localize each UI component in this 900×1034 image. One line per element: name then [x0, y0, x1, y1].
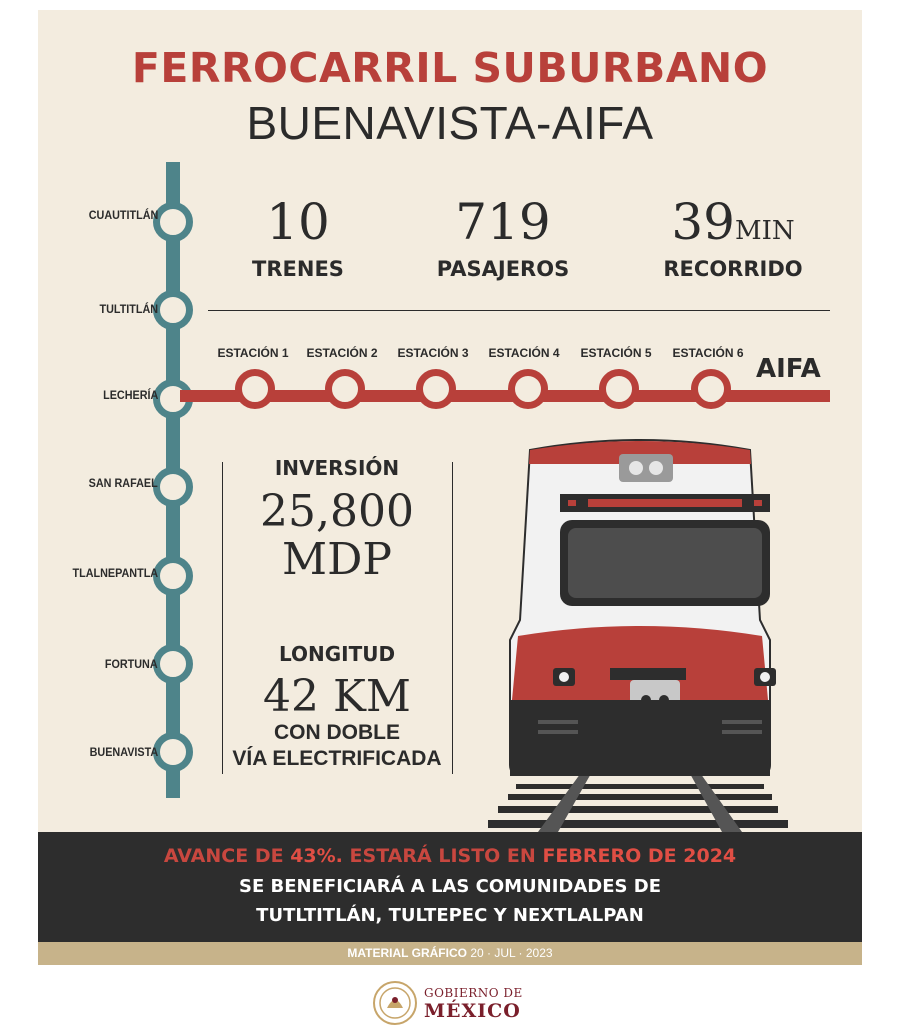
investment-value: 25,800 — [260, 486, 414, 537]
new-station-label: ESTACIÓN 3 — [397, 346, 469, 360]
new-station-node — [691, 369, 731, 409]
new-station-label: ESTACIÓN 6 — [672, 346, 744, 360]
divider — [222, 462, 223, 774]
length-note-line2: VÍA ELECTRIFICADA — [232, 747, 442, 770]
gov-line2: MÉXICO — [424, 1000, 521, 1022]
train-illustration — [418, 430, 862, 832]
station-label: CUAUTITLÁN — [88, 208, 158, 222]
station-label: LECHERÍA — [102, 388, 158, 402]
new-line-track — [180, 390, 830, 402]
station-label: BUENAVISTA — [89, 745, 158, 759]
length-heading: LONGITUD — [278, 642, 396, 666]
stat-duration — [638, 193, 828, 251]
station-label: TULTITLÁN — [99, 302, 158, 316]
stat-passengers-label: PASAJEROS — [436, 257, 570, 281]
benefit-line: SE BENEFICIARÁ A LAS COMUNIDADES DE — [239, 876, 661, 897]
government-logo — [372, 978, 542, 1028]
length-value: 42 KM — [263, 671, 411, 722]
station-label: TLALNEPANTLA — [72, 566, 158, 580]
new-station-label: ESTACIÓN 5 — [580, 346, 652, 360]
stat-trains-label: TRENES — [252, 257, 344, 281]
stat-duration-unit: MIN — [734, 216, 795, 246]
stat-duration-label: RECORRIDO — [663, 257, 803, 281]
station-node — [153, 556, 193, 596]
footer-banner — [38, 832, 862, 942]
gov-line1: GOBIERNO DE — [424, 986, 523, 1000]
station-node — [153, 290, 193, 330]
page-subtitle: BUENAVISTA-AIFA — [246, 97, 654, 149]
new-station-node — [599, 369, 639, 409]
length-note-line1: CON DOBLE — [274, 721, 400, 744]
ready-text: ESTARÁ LISTO EN — [349, 845, 536, 867]
page-title: FERROCARRIL SUBURBANO — [131, 44, 769, 92]
new-station-label: ESTACIÓN 4 — [488, 346, 560, 360]
station-label: SAN RAFAEL — [88, 476, 158, 490]
progress-line — [38, 845, 862, 867]
new-station-node — [416, 369, 456, 409]
material-text — [38, 946, 862, 960]
terminal-label: AIFA — [756, 354, 821, 384]
stat-passengers-value: 719 — [455, 193, 551, 251]
new-station-node — [508, 369, 548, 409]
communities-line: TUTLTITLÁN, TULTEPEC Y NEXTLALPAN — [256, 905, 644, 926]
material-strip — [38, 942, 862, 965]
material-label: MATERIAL GRÁFICO — [347, 946, 467, 960]
infographic-card — [38, 10, 862, 965]
station-node — [153, 467, 193, 507]
stat-trains-value: 10 — [266, 193, 330, 251]
new-station-label: ESTACIÓN 1 — [217, 346, 289, 360]
progress-value: 43%. — [290, 845, 343, 867]
investment-heading: INVERSIÓN — [274, 456, 400, 480]
new-station-label: ESTACIÓN 2 — [306, 346, 378, 360]
new-station-node — [235, 369, 275, 409]
stat-duration-value: 39 — [671, 193, 735, 251]
station-node — [153, 644, 193, 684]
station-node — [153, 732, 193, 772]
station-node — [153, 202, 193, 242]
material-date: 20 · JUL · 2023 — [470, 946, 553, 960]
progress-prefix: AVANCE DE — [163, 845, 284, 867]
ready-date: FEBRERO DE 2024 — [542, 845, 737, 867]
coat-of-arms-icon — [372, 980, 418, 1026]
investment-unit: MDP — [282, 534, 392, 585]
divider — [208, 310, 830, 311]
station-label: FORTUNA — [105, 657, 158, 671]
new-station-node — [325, 369, 365, 409]
